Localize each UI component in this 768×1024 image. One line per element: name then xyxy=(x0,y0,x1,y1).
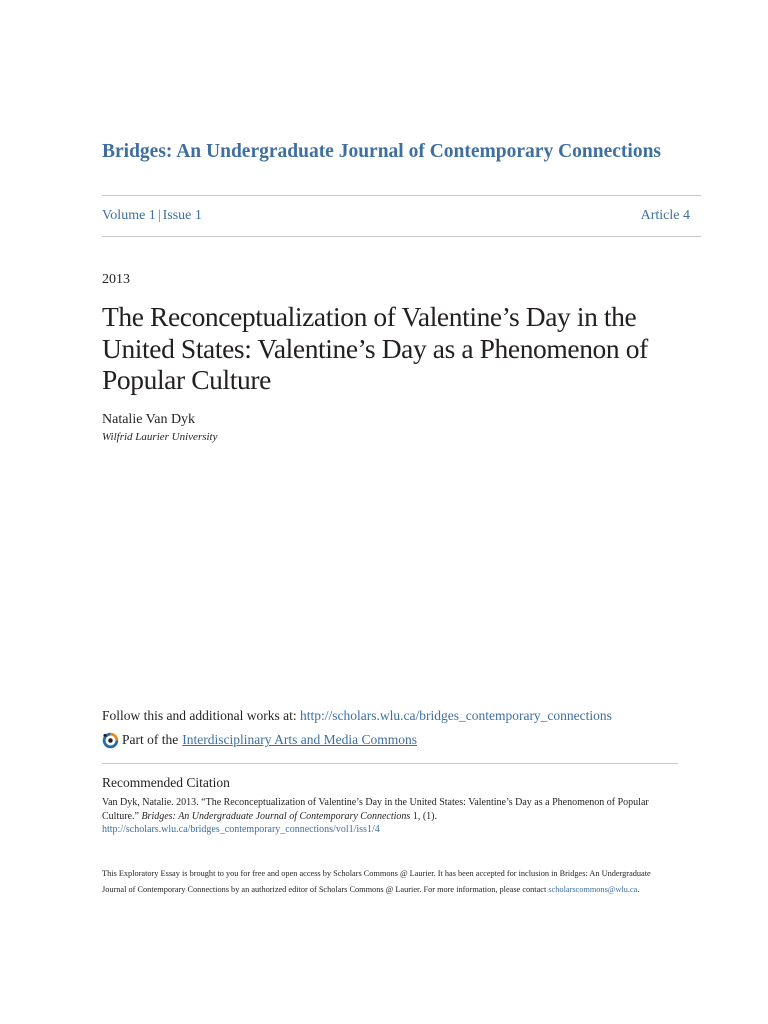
access-statement xyxy=(102,866,672,897)
citation-text xyxy=(102,796,662,837)
citation-journal: Bridges: An Undergraduate Journal of Contemporary Connections xyxy=(141,810,411,822)
volume-link[interactable]: Volume 1 xyxy=(102,208,156,223)
issue-separator: | xyxy=(157,208,161,223)
citation-url-link[interactable]: http://scholars.wlu.ca/bridges_contemporary_connections/vol1/iss1/4 xyxy=(102,824,380,835)
article-number-link[interactable]: Article 4 xyxy=(640,208,690,223)
follow-line xyxy=(102,707,722,725)
author-affiliation: Wilfrid Laurier University xyxy=(102,431,218,443)
follow-prefix: Follow this and additional works at: xyxy=(102,708,297,723)
issue-bar xyxy=(102,207,690,225)
commons-discipline-link[interactable]: Interdisciplinary Arts and Media Commons xyxy=(182,732,417,747)
author-name: Natalie Van Dyk xyxy=(102,412,196,427)
citation-volume-issue: 1, (1). xyxy=(412,810,437,822)
access-statement-text: This Exploratory Essay is brought to you for free and open access by Scholars Commons @ Laurier. It has been accepted for inclusion in Bridges: An Undergraduate Journal of Contemporary Connections by an authorized editor of Scholars Commons @ Laurier. For more information, please contact xyxy=(102,869,651,894)
collection-url-link[interactable]: http://scholars.wlu.ca/bridges_contemporary_connections xyxy=(300,708,612,723)
access-statement-end: . xyxy=(637,884,640,894)
journal-title[interactable]: Bridges: An Undergraduate Journal of Contemporary Connections xyxy=(102,141,661,162)
publication-year: 2013 xyxy=(102,272,130,287)
citation-divider xyxy=(102,763,678,764)
top-divider xyxy=(102,195,701,196)
citation-body: Van Dyk, Natalie. 2013. “The Reconceptualization of Valentine’s Day in the United States: Valentine’s Day as a Phenomenon of Popular Culture.” xyxy=(102,797,649,822)
issue-link[interactable]: Issue 1 xyxy=(162,208,202,223)
part-of-line xyxy=(102,730,722,750)
issue-divider xyxy=(102,236,701,237)
network-commons-icon xyxy=(102,732,119,749)
contact-email-link[interactable]: scholarscommons@wlu.ca xyxy=(548,884,638,894)
article-title: The Reconceptualization of Valentine’s Day in the United States: Valentine’s Day as a Phenomenon of Popular Culture xyxy=(102,301,648,395)
recommended-citation-heading: Recommended Citation xyxy=(102,775,230,790)
part-of-prefix: Part of the xyxy=(122,732,179,747)
